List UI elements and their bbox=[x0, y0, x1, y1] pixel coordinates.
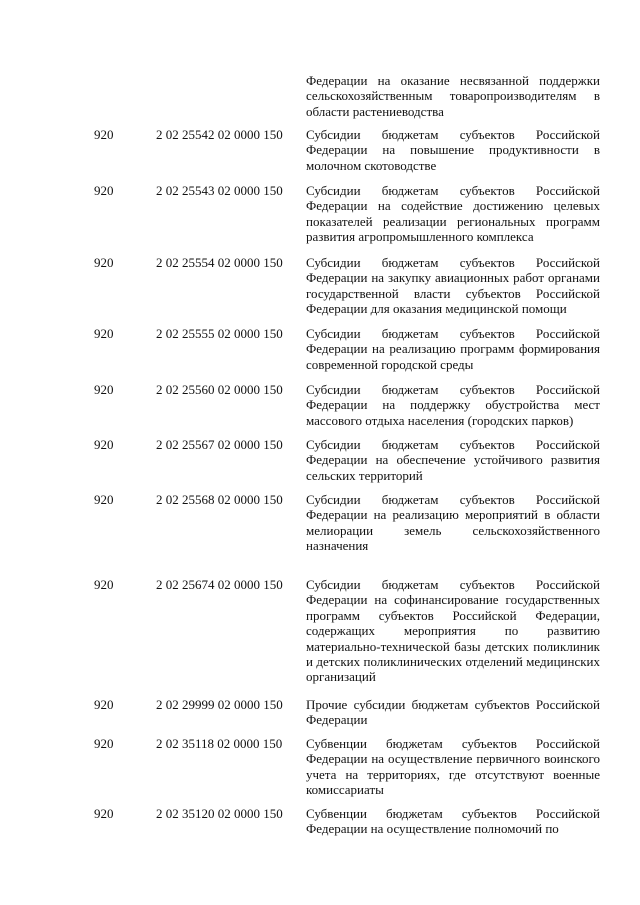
income-description: Субсидии бюджетам субъектов Российской Федерации на содействие достижению целевых показателей реализации региональных программ развития агропромышленного комплекса bbox=[306, 183, 600, 245]
admin-code: 920 bbox=[94, 127, 114, 142]
budget-classification-code: 2 02 25555 02 0000 150 bbox=[156, 326, 283, 341]
income-description: Субсидии бюджетам субъектов Российской Федерации на повышение продуктивности в молочном скотоводстве bbox=[306, 127, 600, 173]
admin-code: 920 bbox=[94, 736, 114, 751]
admin-code: 920 bbox=[94, 183, 114, 198]
budget-classification-code: 2 02 25568 02 0000 150 bbox=[156, 492, 283, 507]
income-description: Субвенции бюджетам субъектов Российской Федерации на осуществление полномочий по bbox=[306, 806, 600, 837]
budget-classification-code: 2 02 25543 02 0000 150 bbox=[156, 183, 283, 198]
income-description: Субсидии бюджетам субъектов Российской Федерации на софинансирование государственных программ субъектов Российской Федерации, содержащих мероприятия по развитию материально-технической базы детских поликлиник и детских поликлинических отделений медицинских организаций bbox=[306, 577, 600, 685]
budget-classification-code: 2 02 25542 02 0000 150 bbox=[156, 127, 283, 142]
budget-classification-code: 2 02 25567 02 0000 150 bbox=[156, 437, 283, 452]
income-description: Субсидии бюджетам субъектов Российской Федерации на реализацию программ формирования современной городской среды bbox=[306, 326, 600, 372]
income-description: Субсидии бюджетам субъектов Российской Федерации на обеспечение устойчивого развития сельских территорий bbox=[306, 437, 600, 483]
admin-code: 920 bbox=[94, 255, 114, 270]
income-description: Субсидии бюджетам субъектов Российской Федерации на закупку авиационных работ органами государственной власти субъектов Российской Федерации для оказания медицинской помощи bbox=[306, 255, 600, 317]
income-description: Субвенции бюджетам субъектов Российской Федерации на осуществление первичного воинского учета на территориях, где отсутствуют военные комиссариаты bbox=[306, 736, 600, 798]
income-description: Прочие субсидии бюджетам субъектов Российской Федерации bbox=[306, 697, 600, 728]
income-description: Субсидии бюджетам субъектов Российской Федерации на поддержку обустройства мест массового отдыха населения (городских парков) bbox=[306, 382, 600, 428]
income-description: Федерации на оказание несвязанной поддержки сельскохозяйственным товаропроизводителям в области растениеводства bbox=[306, 73, 600, 119]
admin-code: 920 bbox=[94, 492, 114, 507]
budget-classification-code: 2 02 35118 02 0000 150 bbox=[156, 736, 283, 751]
budget-classification-code: 2 02 29999 02 0000 150 bbox=[156, 697, 283, 712]
admin-code: 920 bbox=[94, 382, 114, 397]
admin-code: 920 bbox=[94, 326, 114, 341]
income-description: Субсидии бюджетам субъектов Российской Федерации на реализацию мероприятий в области мелиорации земель сельскохозяйственного назначения bbox=[306, 492, 600, 554]
admin-code: 920 bbox=[94, 697, 114, 712]
budget-classification-code: 2 02 35120 02 0000 150 bbox=[156, 806, 283, 821]
budget-classification-code: 2 02 25554 02 0000 150 bbox=[156, 255, 283, 270]
admin-code: 920 bbox=[94, 577, 114, 592]
budget-classification-code: 2 02 25674 02 0000 150 bbox=[156, 577, 283, 592]
budget-classification-code: 2 02 25560 02 0000 150 bbox=[156, 382, 283, 397]
admin-code: 920 bbox=[94, 806, 114, 821]
admin-code: 920 bbox=[94, 437, 114, 452]
